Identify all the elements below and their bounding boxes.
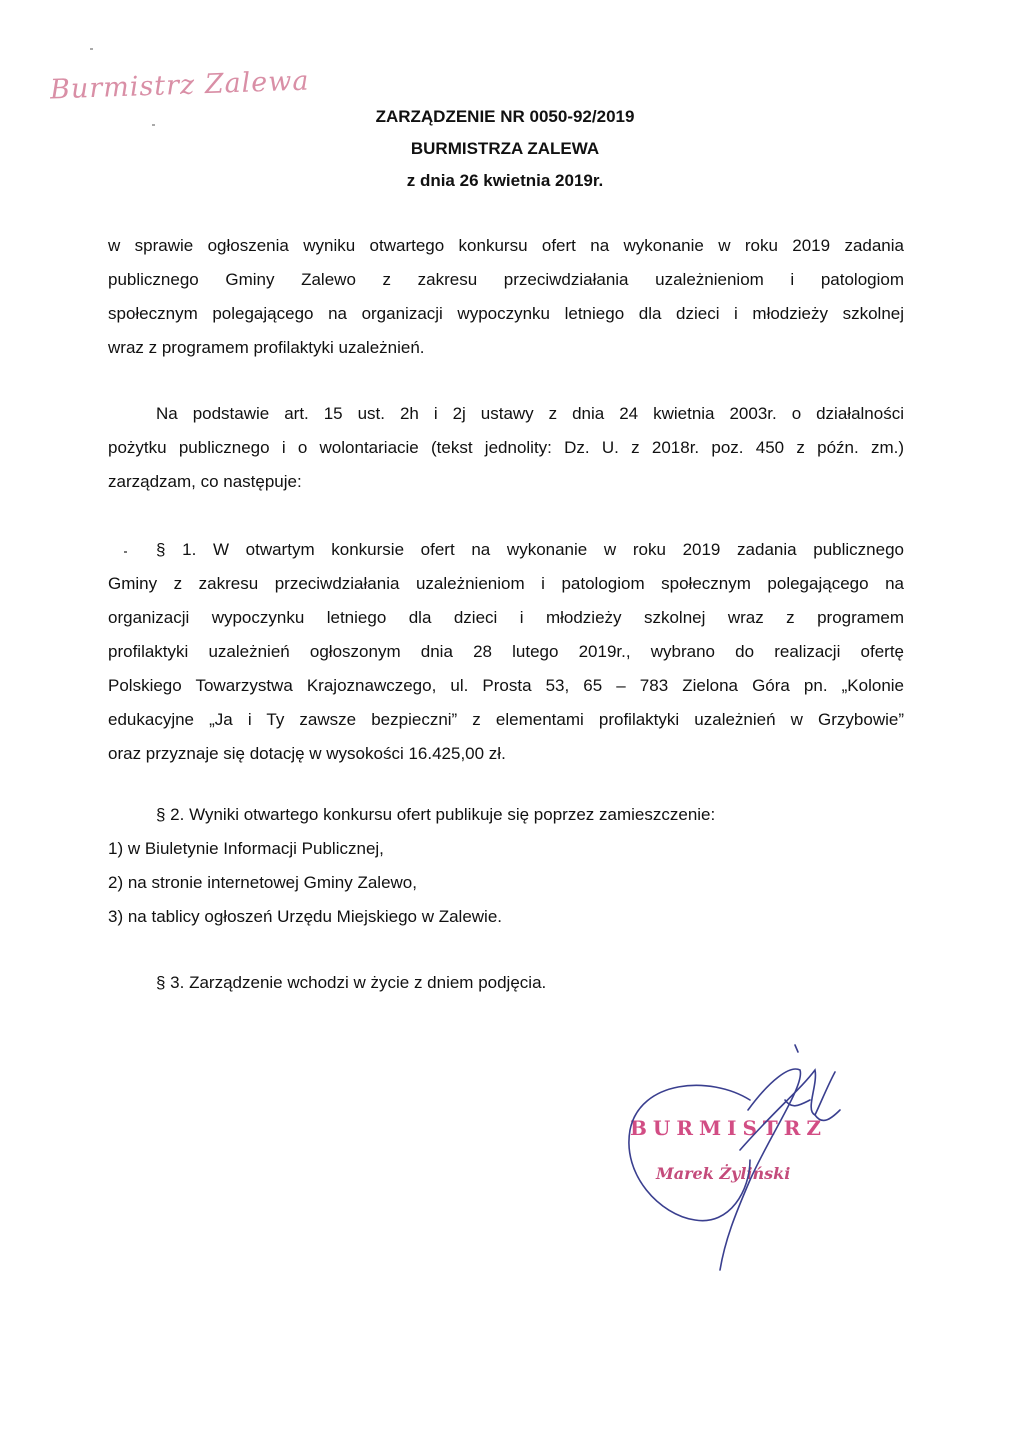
issue-date: z dnia 26 kwietnia 2019r.: [406, 171, 604, 190]
handwritten-signature-icon: [600, 1040, 860, 1280]
list-item: 3) na tablicy ogłoszeń Urzędu Miejskiego w Zalewie.: [108, 907, 503, 926]
subject-line: społecznym polegającego na organizacji wypoczynku letniego dla dzieci i młodzieży szkolnej: [108, 304, 904, 323]
list-item: 2) na stronie internetowej Gminy Zalewo,: [108, 873, 417, 892]
section-1-line: § 1. W otwartym konkursie ofert na wykonanie w roku 2019 zadania publicznego: [156, 540, 904, 559]
issuer: BURMISTRZA ZALEWA: [410, 139, 600, 158]
section-1-paragraph: [108, 533, 904, 771]
basis-line: pożytku publicznego i o wolontariacie (tekst jednolity: Dz. U. z 2018r. poz. 450 z późn. zm.): [108, 438, 904, 457]
section-3-paragraph: [108, 966, 904, 1000]
scan-speck: [90, 48, 93, 50]
subject-line: w sprawie ogłoszenia wyniku otwartego konkursu ofert na wykonanie w roku 2019 zadania: [108, 236, 904, 255]
basis-line: zarządzam, co następuje:: [108, 472, 302, 491]
subject-line: wraz z programem profilaktyki uzależnień.: [108, 338, 425, 357]
scan-speck: [124, 551, 127, 553]
burmistrz-stamp: Burmistrz Zalewa: [49, 65, 310, 106]
signature-block: [600, 1040, 860, 1280]
subject-line: publicznego Gminy Zalewo z zakresu przeciwdziałania uzależnieniom i patologiom: [108, 270, 904, 289]
signature-title: BURMISTRZ: [630, 1116, 828, 1140]
section-1-line: Polskiego Towarzystwa Krajoznawczego, ul. Prosta 53, 65 – 783 Zielona Góra pn. „Kolonie: [108, 676, 904, 695]
basis-line: Na podstawie art. 15 ust. 2h i 2j ustawy z dnia 24 kwietnia 2003r. o działalności: [156, 404, 904, 423]
signature-name: Marek Żyliński: [656, 1164, 791, 1183]
list-item: 1) w Biuletynie Informacji Publicznej,: [108, 839, 384, 858]
section-1-line: organizacji wypoczynku letniego dla dzieci i młodzieży szkolnej wraz z programem: [108, 608, 904, 627]
section-1-line: profilaktyki uzależnień ogłoszonym dnia 28 lutego 2019r., wybrano do realizacji ofertę: [108, 642, 904, 661]
section-1-line: oraz przyznaje się dotację w wysokości 16.425,00 zł.: [108, 744, 506, 763]
publication-list: [108, 832, 904, 934]
section-1-line: Gminy z zakresu przeciwdziałania uzależnieniom i patologiom społecznym polegającego na: [108, 574, 904, 593]
section-2-intro-text: § 2. Wyniki otwartego konkursu ofert publikuje się poprzez zamieszczenie:: [156, 805, 716, 824]
ordinance-number: ZARZĄDZENIE NR 0050-92/2019: [375, 107, 635, 126]
legal-basis-paragraph: [108, 397, 904, 499]
section-3-text: § 3. Zarządzenie wchodzi w życie z dniem podjęcia.: [156, 973, 547, 992]
subject-paragraph: [108, 229, 904, 365]
section-2-intro: [108, 798, 904, 832]
section-1-line: edukacyjne „Ja i Ty zawsze bezpieczni” z elementami profilaktyki uzależnień w Grzybowie”: [108, 710, 904, 729]
document-header: [0, 101, 1010, 197]
